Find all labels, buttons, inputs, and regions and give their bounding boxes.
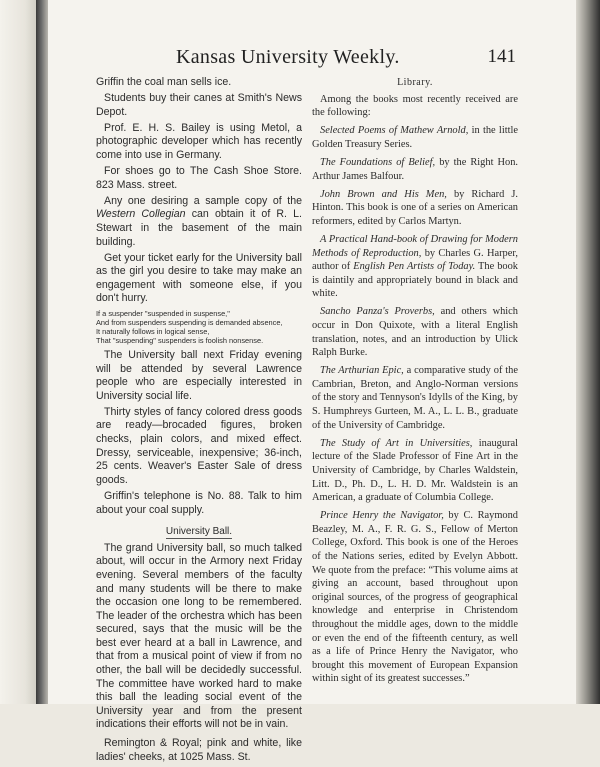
book-title: The Arthurian Epic, xyxy=(320,365,404,377)
book-title: The Study of Art in Universities, xyxy=(320,437,473,449)
book-entry xyxy=(312,233,518,301)
book-desc: by the Right Hon. Arthur James Balfour. xyxy=(312,156,518,182)
book-entry xyxy=(312,305,518,359)
right-column xyxy=(312,76,518,690)
book-title: English Pen Artists of Today. xyxy=(353,261,476,273)
verse-line: And from suspenders suspending is demanded absence, xyxy=(96,318,283,327)
book-title: The Foundations of Belief, xyxy=(320,156,436,168)
library-intro: Among the books most recently received are the following: xyxy=(312,93,518,119)
library-heading xyxy=(312,76,518,90)
item-telephone: Griffin's telephone is No. 88. Talk to him about your coal supply. xyxy=(96,489,302,516)
book-desc: in the little Golden Treasury Series. xyxy=(312,125,518,150)
book-entry xyxy=(312,364,518,432)
text-part: can obtain it of R. L. Stewart in the basement of the main building. xyxy=(96,208,302,248)
verse-line: If a suspender "suspended in suspense," xyxy=(96,309,230,318)
section-heading xyxy=(96,525,302,539)
item-metol: Prof. E. H. S. Bailey is using Metol, a photographic developer which has recently come into use in Germany. xyxy=(96,121,302,161)
book-desc: The book is daintily and appropriately bound in black and white. xyxy=(312,261,518,300)
item-university-ball: The grand University ball, so much talked about, will occur in the Armory next Friday evening. Several members of the faculty and many students will be there to make the occasion one long to be remembered. The leader of the orchestra which has been secured, says that the music will be the best ever heard at a ball in Lawrence, and that from a musical point of view if from no other, the ball will be decidedly successful. The committee have worked hard to make this ball the leading social event of the University year and from the present indications their efforts will not be in vain. xyxy=(96,541,302,731)
book-title: John Brown and His Men, xyxy=(320,188,447,200)
item-shoes: For shoes go to The Cash Shoe Store. 823 Mass. street. xyxy=(96,165,302,191)
page-edge-right xyxy=(576,0,600,704)
book-desc: by Charles G. Harper, author of xyxy=(312,247,518,273)
page-number: 141 xyxy=(487,46,516,67)
facing-page-edge xyxy=(0,0,36,704)
heading-text: University Ball. xyxy=(165,526,233,538)
running-header xyxy=(48,46,576,72)
item-ticket: Get your ticket early for the University ball as the girl you desire to take may make an engagement with someone else, if you don't hurry. xyxy=(96,251,302,305)
book-entry xyxy=(312,437,518,505)
book-title: A Practical Hand-book of Drawing for Modern Methods of Reproduction, xyxy=(312,233,518,259)
item-western-collegian xyxy=(96,195,302,249)
book-desc: by C. Raymond Beazley, M. A., F. R. G. S., Fellow of Merton College, Oxford. This book is one of the Heroes of the Nations series, edited by Evelyn Abbott. We quote from the preface: “This volume aims at giving an account, based throughout upon original sources, of the progress of geographical knowledge and enterprise in Christendom throughout the middle ages, down to the middle or even the end of the fifteenth century, as well as a life of Prince Henry the Navigator, who brought this movement of European Expansion within sight of its greatest successes.” xyxy=(312,510,518,685)
item-remington: Remington & Royal; pink and white, like ladies' cheeks, at 1025 Mass. St. xyxy=(96,737,302,763)
book-desc: a comparative study of the Cambrian, Breton, and Anglo-Norman versions of the story and Tennyson's Idylls of the King, by S. Humphreys Gurteen, M. A., L. L. B., graduate of the University of Cambridge. xyxy=(312,365,518,431)
item-ball-attendance: The University ball next Friday evening will be attended by several Lawrence people who are especially interested in University social life. xyxy=(96,349,302,402)
text-part: Any one desiring a sample copy of the xyxy=(104,194,302,207)
book-title: Sancho Panza's Proverbs, xyxy=(320,306,435,318)
book-entry xyxy=(312,509,518,686)
page-title: Kansas University Weekly. xyxy=(176,46,400,68)
book-entry xyxy=(312,156,518,183)
heading-text: Library. xyxy=(397,77,433,88)
italic-title: Western Collegian xyxy=(96,208,186,221)
item-dress-goods: Thirty styles of fancy colored dress goods are ready—brocaded figures, broken checks, plain colors, and mixed effect. Dressy, serviceable, inexpensive; 36-inch, 25 cents. Weaver's Easter Sale of dress goods. xyxy=(96,405,302,486)
verse-line: It naturally follows in logical sense, xyxy=(96,327,210,336)
book-desc: inaugural lecture of the Slade Professor of Fine Art in the University of Cambridge, by Charles Waldstein, Litt. D., Ph. D., L. H. D. Mr. Waldstein is an American, a graduate of Columbia College. xyxy=(312,437,518,504)
left-column xyxy=(96,76,302,767)
book-entry xyxy=(312,124,518,151)
book-gutter xyxy=(36,0,48,704)
book-entry xyxy=(312,188,518,229)
book-desc: by Richard J. Hinton. This book is one of a series on American reformers, edited by Carlos Martyn. xyxy=(312,188,518,227)
verse-line: That "suspending" suspenders is foolish nonsense. xyxy=(96,336,264,345)
item-canes: Students buy their canes at Smith's News Depot. xyxy=(96,92,302,118)
book-desc: and others which occur in Don Quixote, with a literal English translation, notes, and an introduction by Ulick Ralph Burke. xyxy=(312,306,518,359)
item-coal-ice: Griffin the coal man sells ice. xyxy=(96,76,232,88)
book-title: Prince Henry the Navigator, xyxy=(320,510,444,522)
book-title: Selected Poems of Mathew Arnold, xyxy=(320,125,469,137)
suspender-verse xyxy=(96,309,302,345)
